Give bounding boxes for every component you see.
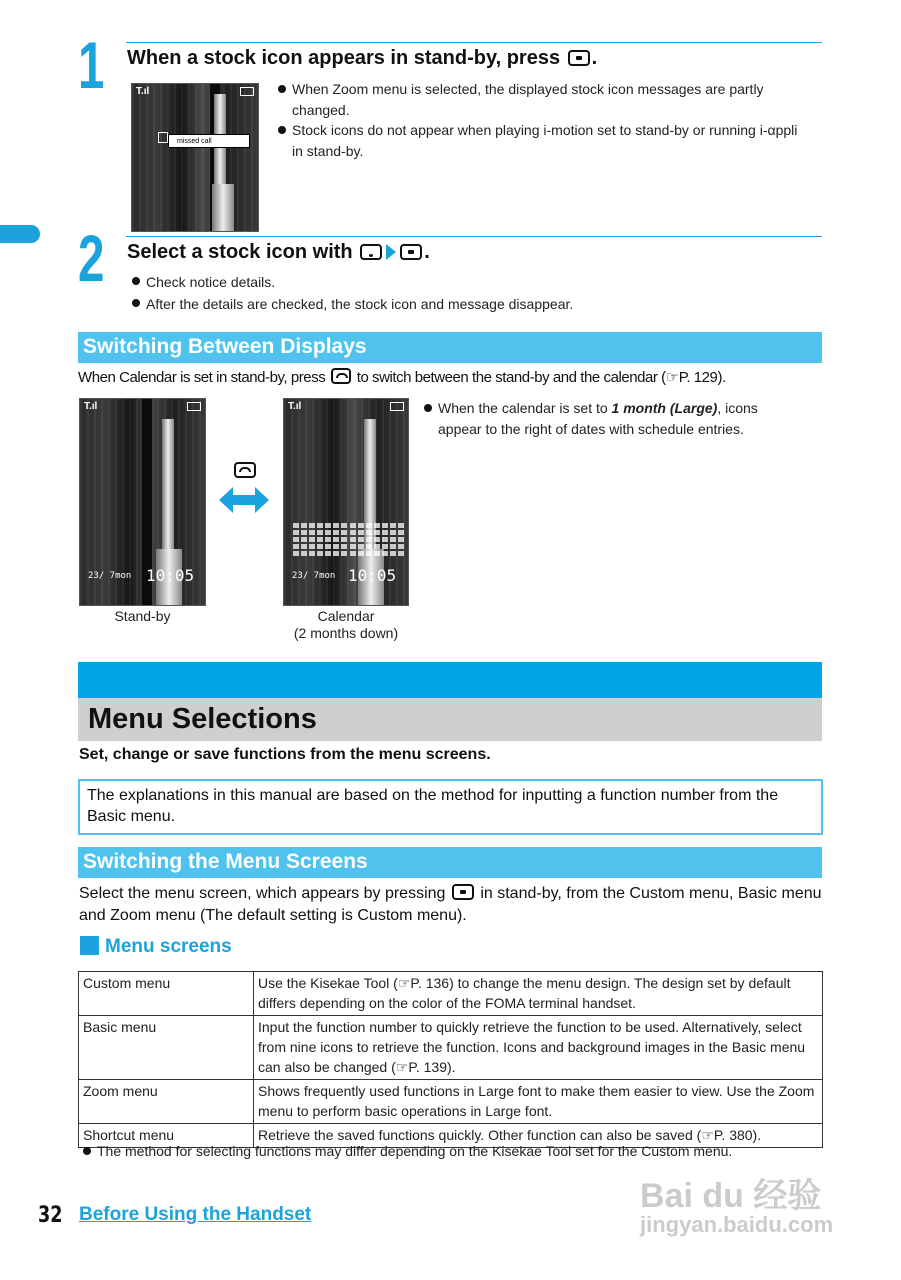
- menu-footnote: [81, 1141, 821, 1162]
- side-tab: [0, 225, 40, 243]
- switching-displays-heading: Switching Between Displays: [78, 332, 822, 363]
- switching-menu-text: Select the menu screen, which appears by pressing in stand-by, from the Custom menu, Basic menu and Zoom menu (The default setting is Custom menu).: [79, 885, 822, 924]
- step-number-1: 1: [78, 28, 105, 102]
- calendar-screen: T.ıl 23/ 7mon 10:05: [283, 398, 409, 606]
- calendar-bullets: [422, 398, 802, 439]
- table-cell: Retrieve the saved functions quickly. Other function can also be saved (☞P. 380).: [254, 1124, 823, 1148]
- missed-call-popup: missed call: [168, 134, 250, 148]
- standby-screen: T.ıl 23/ 7mon 10:05: [79, 398, 206, 606]
- stock-icon: [158, 132, 168, 143]
- navigation-key-icon: [360, 244, 382, 260]
- section-link[interactable]: Before Using the Handset: [79, 1204, 312, 1225]
- table-cell: Custom menu: [79, 972, 254, 1016]
- table-cell: Use the Kisekae Tool (☞P. 136) to change the menu design. The design set by default differs depending on the color of the FOMA terminal handset.: [254, 972, 823, 1016]
- menu-screens-table: [78, 971, 823, 1148]
- step-2-title: Select a stock icon with .: [127, 241, 430, 263]
- table-row: [79, 1016, 823, 1080]
- step-1-rule: [126, 42, 822, 43]
- calendar-month-2: [350, 523, 405, 557]
- watermark-logo: Bai du 经验: [640, 1177, 822, 1215]
- center-key-icon: [568, 50, 590, 66]
- step-2-rule: [126, 236, 822, 237]
- reference-icon: ☞: [395, 1059, 409, 1075]
- clock-time: 10:05: [146, 566, 195, 585]
- switching-displays-intro: When Calendar is set in stand-by, press to switch between the stand-by and the calendar (☞P. 129).: [78, 369, 726, 386]
- table-row: [79, 972, 823, 1016]
- table-cell: Input the function number to quickly retrieve the function to be used. Alternatively, select from nine icons to retrieve the function. Icons and background images in the Basic menu can also be changed (☞P. 139).: [254, 1016, 823, 1080]
- page-number: 32: [38, 1203, 63, 1228]
- center-key-icon: [452, 884, 474, 900]
- menu-screens-heading: Menu screens: [80, 936, 232, 958]
- clear-key-icon: [234, 462, 256, 478]
- note-box: The explanations in this manual are based on the method for inputting a function number from the Basic menu.: [78, 779, 823, 835]
- table-row: [79, 1080, 823, 1124]
- page-subtitle: Set, change or save functions from the menu screens.: [79, 746, 491, 763]
- step-2-bullets: [130, 271, 810, 315]
- calendar-caption: Calendar (2 months down): [293, 608, 399, 641]
- arrow-right-icon: [386, 244, 396, 260]
- reference-icon: ☞: [665, 369, 679, 386]
- standby-stock-icon-screen: T.ıl missed call: [131, 83, 259, 232]
- step-1-title: When a stock icon appears in stand-by, press .: [127, 47, 598, 69]
- watermark-url: jingyan.baidu.com: [640, 1212, 834, 1237]
- reference-icon: ☞: [397, 975, 411, 991]
- table-cell: Shortcut menu: [79, 1124, 254, 1148]
- double-arrow-icon: [219, 486, 269, 514]
- clock-time: 10:05: [348, 566, 397, 585]
- square-marker-icon: [80, 936, 99, 955]
- list-item: When the calendar is set to 1 month (Large), icons appear to the right of dates with schedule entries.: [422, 398, 802, 439]
- chapter-title-band: [78, 662, 822, 698]
- list-item: Check notice details.: [130, 271, 810, 293]
- step-number-2: 2: [78, 221, 105, 295]
- clock-date: 23/ 7mon: [88, 571, 132, 581]
- table-cell: Shows frequently used functions in Large font to make them easier to view. Use the Zoom menu to perform basic operations in Large font.: [254, 1080, 823, 1124]
- calendar-month-1: [293, 523, 348, 557]
- list-item: After the details are checked, the stock icon and message disappear.: [130, 293, 810, 315]
- table-cell: Zoom menu: [79, 1080, 254, 1124]
- center-key-icon: [400, 244, 422, 260]
- step-1-bullets: [276, 79, 806, 161]
- list-item: When Zoom menu is selected, the displayed stock icon messages are partly changed.: [276, 79, 806, 120]
- table-cell: Basic menu: [79, 1016, 254, 1080]
- switching-menu-heading: Switching the Menu Screens: [78, 847, 822, 878]
- reference-icon: ☞: [701, 1127, 714, 1143]
- clear-key-icon: [331, 368, 351, 384]
- list-item: The method for selecting functions may differ depending on the Kisekae Tool set for the Custom menu.: [81, 1141, 821, 1162]
- page-title: Menu Selections: [78, 698, 822, 741]
- standby-caption: Stand-by: [114, 608, 171, 624]
- list-item: Stock icons do not appear when playing i-motion set to stand-by or running i-αppli in stand-by.: [276, 120, 806, 161]
- clock-date: 23/ 7mon: [292, 571, 336, 581]
